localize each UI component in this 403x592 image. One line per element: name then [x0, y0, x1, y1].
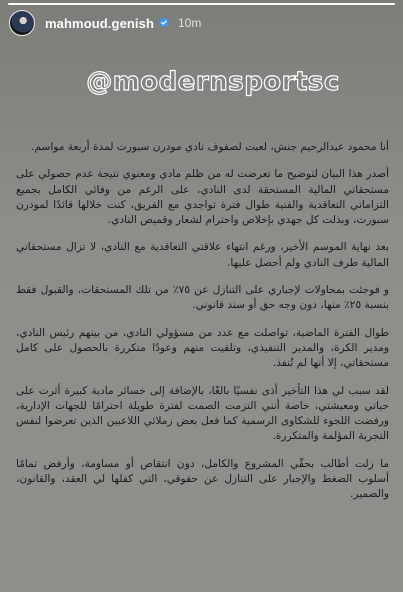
mention-text: @modernsportsc: [86, 67, 340, 97]
statement-paragraph: طوال الفترة الماضية، تواصلت مع عدد من مسؤولي النادي، من بينهم رئيس النادي، ومدير الكرة، والمدير التنفيذي، وتلقيت منهم وعودًا متكررة بالحصول على كامل مستحقاتي، إلا أنها لم تُنفذ.: [16, 326, 389, 370]
story-header: [9, 8, 394, 38]
verified-badge-icon: [158, 17, 170, 29]
statement-paragraph: لقد سبب لي هذا التأخير أذى نفسيًا بالغًا، بالإضافة إلى خسائر مادية كبيرة أثرت على حياتي ومعيشتي، خاصة أنني التزمت الصمت لفترة طويلة احترامًا للجهات الإدارية، ورفضت اللجوء للشكاوى الرسمية كما فعل بعض زملائي اللاعبين الذين تعرضوا لنفس التجربة المؤلمة والمتكررة.: [16, 384, 389, 443]
statement-paragraph: ما زلت أطالب بحقّي المشروع والكامل، دون انتقاص أو مساومة، وأرفض تمامًا أسلوب الضغط والإجبار على التنازل عن حقوقي، التي كفلها لي العقد، والقانون، والضمير.: [16, 457, 389, 501]
statement-text: [16, 140, 389, 515]
username[interactable]: mahmoud.genish: [45, 15, 155, 31]
post-time: 10m: [178, 16, 202, 30]
statement-paragraph: أنا محمود عبدالرحيم جنش، لعبت لصفوف نادي مودرن سبورت لمدة أربعة مواسم.: [31, 141, 389, 153]
mention-sticker[interactable]: [86, 64, 340, 100]
statement-paragraph: أصدر هذا البيان لتوضيح ما تعرضت له من ظلم مادي ومعنوي نتيجة عدم حصولي على مستحقاتي المالية المستحقة لدى النادي، على الرغم من وفائي الكامل بجميع التزاماتي التعاقدية والفنية طوال فترة تواجدي مع الفريق، كنت خلالها قائدًا لمودرن سبورت، وبذلت كل جهدي بإخلاص واحترام لشعار وقميص النادي.: [16, 168, 389, 227]
story-progress-fill: [8, 3, 395, 5]
statement-paragraph: بعد نهاية الموسم الأخير، ورغم انتهاء علاقتي التعاقدية مع النادي، لا تزال مستحقاتي المالية طرف النادي ولم أحصل عليها.: [16, 241, 389, 269]
story-progress-bar: [8, 3, 395, 5]
statement-paragraph: و فوجئت بمحاولات لإجباري على التنازل عن ٧٥٪ من تلك المستحقات، والقبول فقط بنسبة ٢٥٪ منها، دون وجه حق أو سند قانوني.: [16, 284, 390, 312]
avatar[interactable]: [9, 10, 35, 36]
